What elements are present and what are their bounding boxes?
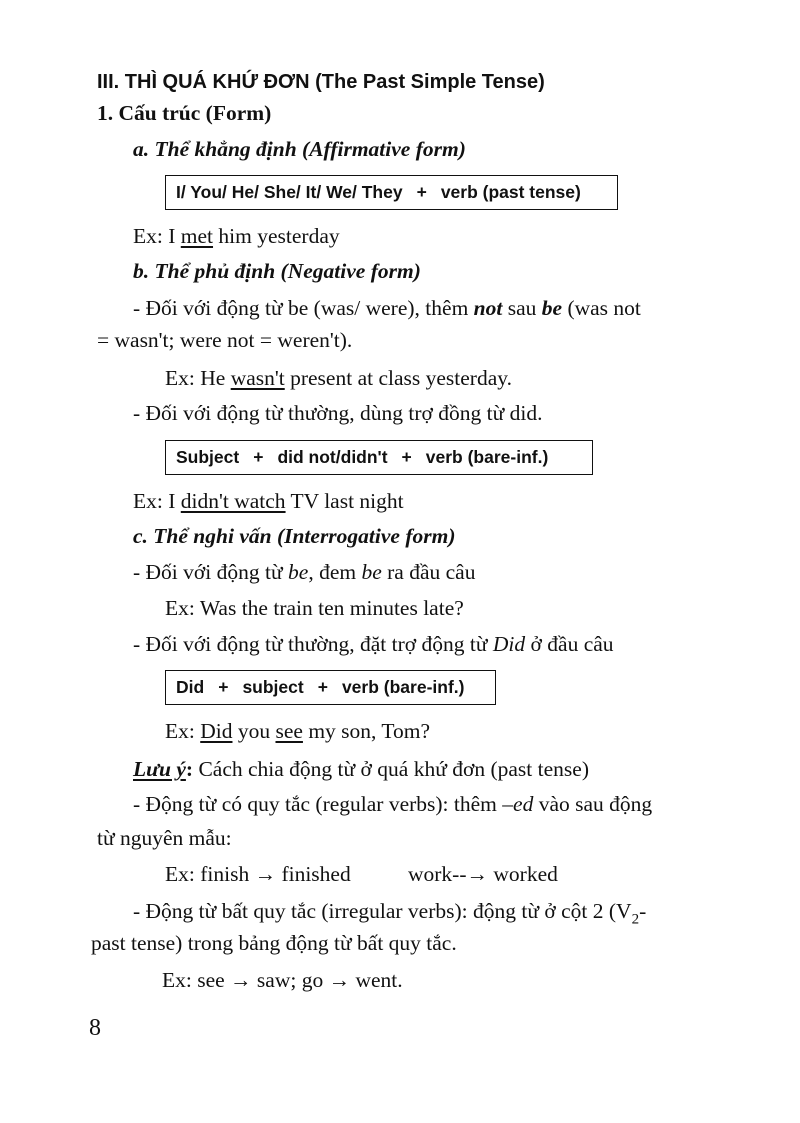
formula-plus: + <box>253 447 264 467</box>
rule-text: ra đầu câu <box>381 560 476 584</box>
formula-subject: I/ You/ He/ She/ It/ We/ They <box>176 182 403 202</box>
interrogative-example <box>165 717 430 745</box>
example-see-underlined: see <box>275 719 303 743</box>
note-line <box>133 755 589 783</box>
rule-text: - Đối với động từ be (was/ were), thêm <box>133 296 474 320</box>
regular-example-1: Ex: finish → finished <box>165 862 351 886</box>
example-prefix: Ex: He <box>165 366 231 390</box>
rule-text: - <box>639 899 647 923</box>
page-number: 8 <box>89 1015 101 1041</box>
example-mid: you <box>232 719 276 743</box>
affirmative-formula-box <box>165 175 618 210</box>
negative-be-rule-line2: = wasn't; were not = weren't). <box>97 328 353 352</box>
regular-example-2: work--→ worked <box>408 862 558 886</box>
example-verb-underlined: met <box>180 224 214 248</box>
note-text: Cách chia động từ ở quá khứ đơn (past tense) <box>193 757 589 781</box>
example-did-underlined: Did <box>200 719 233 743</box>
affirmative-example <box>133 222 340 250</box>
formula-subject: subject <box>242 677 304 697</box>
note-label: Lưu ý <box>133 757 186 781</box>
formula-verb: verb (past tense) <box>440 182 581 202</box>
rule-text: vào sau động <box>533 792 653 816</box>
rule-text: - Động từ bất quy tắc (irregular verbs): động từ ở cột 2 (V <box>133 899 632 923</box>
example-rest: my son, Tom? <box>302 719 431 743</box>
negative-formula-box <box>165 440 593 475</box>
irregular-verbs-rule <box>133 897 647 928</box>
rule-text: (was not <box>562 296 641 320</box>
rule-not-emphasis: not <box>473 296 503 320</box>
example-prefix: Ex: <box>165 719 201 743</box>
v2-subscript: 2 <box>631 911 640 928</box>
rule-text: - Động từ có quy tắc (regular verbs): thêm <box>133 792 503 816</box>
interrogative-formula-box <box>165 670 496 705</box>
irregular-verbs-rule-line2: past tense) trong bảng động từ bất quy tắc. <box>91 931 457 955</box>
structure-heading: 1. Cấu trúc (Form) <box>97 101 272 125</box>
interrogative-ordinary-rule <box>133 630 614 658</box>
regular-verbs-rule-line2: từ nguyên mẫu: <box>97 826 232 850</box>
negative-example <box>133 487 404 515</box>
formula-aux: did not/didn't <box>277 447 388 467</box>
interrogative-be-example: Ex: Was the train ten minutes late? <box>165 596 464 620</box>
negative-be-rule <box>133 294 641 322</box>
formula-verb: verb (bare-inf.) <box>341 677 465 697</box>
example-prefix: Ex: I <box>133 224 181 248</box>
example-verb-underlined: wasn't <box>230 366 285 390</box>
interrogative-be-rule <box>133 558 475 586</box>
affirmative-heading: a. Thể khẳng định (Affirmative form) <box>133 137 466 161</box>
formula-plus: + <box>218 677 229 697</box>
formula-verb: verb (bare-inf.) <box>425 447 549 467</box>
formula-plus: + <box>401 447 412 467</box>
ed-suffix-emphasis: –ed <box>502 792 534 816</box>
rule-text: sau <box>502 296 542 320</box>
rule-be-emphasis: be <box>288 560 309 584</box>
example-verb-underlined: didn't watch <box>180 489 286 513</box>
section-title: III. THÌ QUÁ KHỨ ĐƠN (The Past Simple Tense) <box>97 71 545 93</box>
rule-text: - Đối với động từ <box>133 560 289 584</box>
regular-verbs-rule <box>133 790 652 818</box>
note-colon: : <box>185 757 194 781</box>
rule-be-emphasis: be <box>361 560 382 584</box>
formula-subject: Subject <box>176 447 240 467</box>
negative-heading: b. Thể phủ định (Negative form) <box>133 259 421 283</box>
rule-text: - Đối với động từ thường, đặt trợ động từ <box>133 632 493 656</box>
example-rest: TV last night <box>285 489 404 513</box>
example-rest: him yesterday <box>213 224 340 248</box>
negative-ordinary-rule: - Đối với động từ thường, dùng trợ đồng từ did. <box>133 401 543 425</box>
formula-plus: + <box>416 182 427 202</box>
rule-did-emphasis: Did <box>492 632 526 656</box>
negative-be-example <box>165 364 512 392</box>
formula-aux: Did <box>176 677 205 697</box>
formula-plus: + <box>317 677 328 697</box>
rule-be-emphasis: be <box>541 296 563 320</box>
example-rest: present at class yesterday. <box>284 366 512 390</box>
irregular-example: Ex: see → saw; go → went. <box>162 968 403 992</box>
example-prefix: Ex: I <box>133 489 181 513</box>
interrogative-heading: c. Thể nghi vấn (Interrogative form) <box>133 524 456 548</box>
rule-text: ở đầu câu <box>525 632 614 656</box>
rule-text: , đem <box>308 560 362 584</box>
